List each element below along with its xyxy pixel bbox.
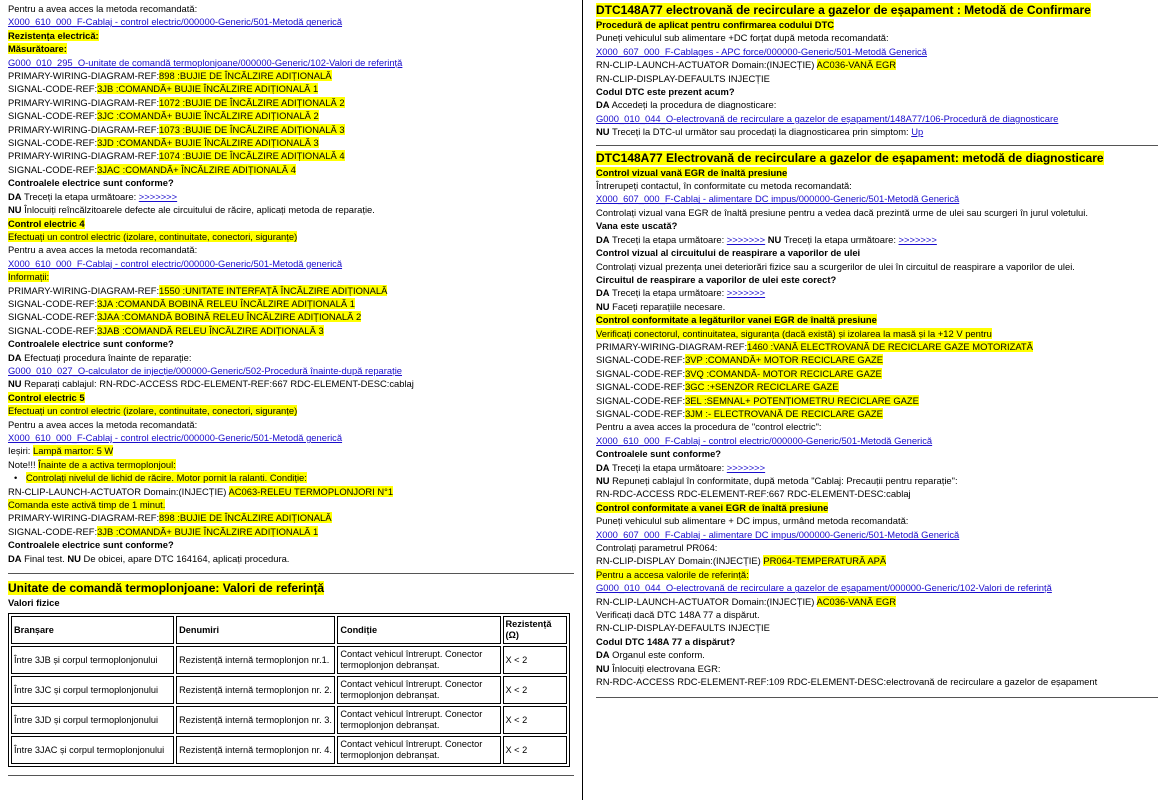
text-span: DA bbox=[596, 461, 610, 473]
text-span: RN-CLIP-DISPLAY-DEFAULTS INJECȚIE bbox=[596, 72, 770, 84]
text-line bbox=[8, 337, 574, 350]
text-span: DA bbox=[8, 190, 22, 202]
right-column bbox=[596, 2, 1158, 698]
highlighted-text: 3JB :COMANDĂ+ BUJIE ÎNCĂLZIRE ADIȚIONALĂ 1 bbox=[97, 83, 319, 95]
text-line bbox=[8, 485, 574, 498]
text-line bbox=[596, 501, 1158, 514]
text-span: PRIMARY-WIRING-DIAGRAM-REF: bbox=[596, 340, 748, 352]
text-span: Ieșiri: bbox=[8, 445, 34, 457]
text-line bbox=[8, 257, 574, 270]
text-span: Puneți vehiculul sub alimentare + DC impus, urmând metoda recomandată: bbox=[596, 515, 909, 527]
document-link[interactable]: >>>>>>> bbox=[898, 233, 937, 245]
highlighted-text: 3EL :SEMNAL+ POTENȚIOMETRU RECICLARE GAZE bbox=[685, 394, 919, 406]
text-line bbox=[596, 219, 1158, 232]
column-header: Denumiri bbox=[176, 616, 335, 644]
table-row bbox=[11, 736, 567, 764]
left-procedure-text bbox=[8, 2, 574, 565]
text-span: SIGNAL-CODE-REF: bbox=[596, 354, 686, 366]
highlighted-text: 1460 :VANĂ ELECTROVANĂ DE RECICLARE GAZE MOTORIZATĂ bbox=[747, 340, 1033, 352]
text-line bbox=[596, 72, 1158, 85]
text-line bbox=[8, 203, 574, 216]
highlighted-text: 3JAC :COMANDĂ+ ÎNCĂLZIRE ADIȚIONALĂ 4 bbox=[97, 163, 296, 175]
highlighted-text: Lampă martor: 5 W bbox=[33, 445, 114, 457]
text-span: PRIMARY-WIRING-DIAGRAM-REF: bbox=[8, 150, 160, 162]
highlighted-text: Efectuați un control electric (izolare, continuitate, conectori, siguranțe) bbox=[8, 405, 298, 417]
highlighted-text: Pentru a accesa valorile de referință: bbox=[596, 568, 749, 580]
text-line bbox=[8, 458, 574, 471]
document-link[interactable]: >>>>>>> bbox=[726, 287, 766, 299]
reference-values-table bbox=[8, 613, 570, 767]
text-span: Treceți la etapa următoare: bbox=[609, 461, 727, 473]
text-span: Organul este conform. bbox=[609, 649, 705, 661]
text-line bbox=[8, 123, 574, 136]
text-span: Întrerupeți contactul, în conformitate cu metoda recomandată: bbox=[596, 180, 852, 192]
text-span: Circuitul de reaspirare a vaporilor de ulei este corect? bbox=[596, 273, 837, 285]
highlighted-text: 1550 :UNITATE INTERFAȚĂ ÎNCĂLZIRE ADIȚIONALĂ bbox=[159, 284, 388, 296]
text-line bbox=[8, 351, 574, 364]
text-line bbox=[596, 394, 1158, 407]
text-span: Controalele electrice sunt conforme? bbox=[8, 177, 174, 189]
text-line bbox=[8, 511, 574, 524]
highlighted-text: 1072 :BUJIE DE ÎNCĂLZIRE ADIȚIONALĂ 2 bbox=[159, 96, 345, 108]
text-line bbox=[8, 364, 574, 377]
highlighted-text: AC036-VANĂ EGR bbox=[816, 59, 897, 71]
text-line bbox=[596, 58, 1158, 71]
text-span: Accedeți la procedura de diagnosticare: bbox=[609, 99, 777, 111]
text-line bbox=[596, 447, 1158, 460]
text-line bbox=[8, 56, 574, 69]
text-span: PRIMARY-WIRING-DIAGRAM-REF: bbox=[8, 284, 160, 296]
text-span: RN-RDC-ACCESS RDC-ELEMENT-REF:109 RDC-ELEMENT-DESC:electrovană de recirculare a gazelor de eșapament bbox=[596, 676, 1098, 688]
text-span: PRIMARY-WIRING-DIAGRAM-REF: bbox=[8, 123, 160, 135]
text-line bbox=[596, 313, 1158, 326]
confirmation-method-text bbox=[596, 18, 1158, 139]
text-line bbox=[596, 85, 1158, 98]
table-cell: X < 2 bbox=[503, 736, 568, 764]
text-span: Efectuați procedura înainte de reparație: bbox=[21, 351, 192, 363]
text-line bbox=[8, 525, 574, 538]
text-line bbox=[596, 300, 1158, 313]
table-cell: X < 2 bbox=[503, 676, 568, 704]
document-link[interactable]: G000_010_295_O-unitate de comandă termoplonjoane/000000-Generic/102-Valori de referință bbox=[8, 56, 403, 68]
text-span: PRIMARY-WIRING-DIAGRAM-REF: bbox=[8, 512, 160, 524]
section-divider bbox=[596, 145, 1158, 146]
text-line bbox=[596, 420, 1158, 433]
text-line bbox=[596, 353, 1158, 366]
highlighted-text: 3JD :COMANDĂ+ BUJIE ÎNCĂLZIRE ADIȚIONALĂ 3 bbox=[97, 137, 319, 149]
text-span: Reparați cablajul: RN-RDC-ACCESS RDC-ELEMENT-REF:667 RDC-ELEMENT-DESC:cablaj bbox=[21, 378, 414, 390]
text-span: Treceți la DTC-ul următor sau procedați la diagnosticarea prin simptom: bbox=[609, 126, 912, 138]
table-row bbox=[11, 706, 567, 734]
text-span: Treceți la etapa următoare: bbox=[21, 190, 139, 202]
table-cell: Rezistență internă termoplonjon nr.1. bbox=[176, 646, 335, 674]
text-line bbox=[596, 233, 1158, 246]
text-line bbox=[596, 608, 1158, 621]
document-link[interactable]: G000_010_027_O-calculator de injecție/000000-Generic/502-Procedură înainte-după reparație bbox=[8, 364, 403, 376]
text-line bbox=[8, 82, 574, 95]
document-link[interactable]: X000_607_000_F-Cablaj - alimentare DC impus/000000-Generic/501-Metodă Generică bbox=[596, 193, 960, 205]
table-section-title: Unitate de comandă termoplonjoane: Valori de referință bbox=[8, 581, 325, 596]
text-line bbox=[8, 2, 574, 15]
highlighted-text: 1073 :BUJIE DE ÎNCĂLZIRE ADIȚIONALĂ 3 bbox=[159, 123, 345, 135]
text-span: DA bbox=[8, 552, 22, 564]
text-line bbox=[596, 179, 1158, 192]
text-span: NU bbox=[8, 204, 22, 216]
highlighted-text: 898 :BUJIE DE ÎNCĂLZIRE ADIȚIONALĂ bbox=[159, 512, 332, 524]
highlighted-text: Rezistența electrică: bbox=[8, 29, 99, 41]
bullet-item bbox=[8, 471, 574, 484]
table-cell: Rezistență internă termoplonjon nr. 3. bbox=[176, 706, 335, 734]
text-span: NU bbox=[596, 300, 610, 312]
document-link[interactable]: G000_010_044_O-electrovană de recirculare a gazelor de eșapament/148A77/106-Procedură de diagnosticare bbox=[596, 112, 1059, 124]
document-link[interactable]: Up bbox=[911, 126, 924, 138]
section-divider bbox=[596, 697, 1158, 698]
text-span: Controlați parametrul PR064: bbox=[596, 542, 718, 554]
text-line bbox=[8, 230, 574, 243]
diagnostic-method-text bbox=[596, 166, 1158, 689]
text-line bbox=[596, 407, 1158, 420]
text-span: De obicei, apare DTC 164164, aplicați procedura. bbox=[80, 552, 290, 564]
text-span: Note!!! bbox=[8, 458, 39, 470]
highlighted-text: Procedură de aplicat pentru confirmarea codului DTC bbox=[596, 19, 835, 30]
text-line bbox=[8, 96, 574, 109]
document-link[interactable]: X000_610_000_F-Cablaj - control electric/000000-Generic/501-Metodă generică bbox=[8, 257, 343, 269]
document-link[interactable]: >>>>>>> bbox=[726, 461, 766, 473]
text-line bbox=[8, 190, 574, 203]
text-span: Treceți la etapa următoare: bbox=[609, 233, 727, 245]
text-span: SIGNAL-CODE-REF: bbox=[596, 407, 686, 419]
highlighted-text: 3GC :+SENZOR RECICLARE GAZE bbox=[685, 381, 839, 393]
document-link[interactable]: X000_610_000_F-Cablaj - control electric/000000-Generic/501-Metodă Generică bbox=[596, 434, 933, 446]
highlighted-text: AC036-VANĂ EGR bbox=[816, 595, 897, 607]
table-cell: Contact vehicul întrerupt. Conector termoplonjon debranșat. bbox=[337, 676, 500, 704]
highlighted-text: 3JAB :COMANDĂ RELEU ÎNCĂLZIRE ADIȚIONALĂ 3 bbox=[97, 324, 324, 336]
section-divider bbox=[8, 775, 574, 776]
highlighted-text: 3JM :- ELECTROVANĂ DE RECICLARE GAZE bbox=[685, 407, 883, 419]
highlighted-text: 898 :BUJIE DE ÎNCĂLZIRE ADIȚIONALĂ bbox=[159, 70, 332, 82]
text-line bbox=[596, 125, 1158, 138]
document-link[interactable]: X000_607_000_F-Cablaj - alimentare DC impus/000000-Generic/501-Metodă Generică bbox=[596, 528, 960, 540]
table-cell: Contact vehicul întrerupt. Conector termoplonjon debranșat. bbox=[337, 646, 500, 674]
section-divider bbox=[8, 573, 574, 574]
text-span: SIGNAL-CODE-REF: bbox=[596, 394, 686, 406]
text-span: SIGNAL-CODE-REF: bbox=[8, 137, 98, 149]
column-divider bbox=[582, 0, 583, 800]
text-span: Înlocuiți electrovana EGR: bbox=[609, 662, 721, 674]
text-line bbox=[596, 367, 1158, 380]
highlighted-text: Control conformitate a legăturilor vanei EGR de înaltă presiune bbox=[596, 314, 877, 326]
text-line bbox=[596, 98, 1158, 111]
text-line bbox=[596, 568, 1158, 581]
text-span: Controalele sunt conforme? bbox=[596, 448, 722, 460]
text-line bbox=[8, 270, 574, 283]
text-span: Pentru a avea acces la procedura de "control electric": bbox=[596, 421, 822, 433]
text-span: DA bbox=[8, 351, 22, 363]
table-row bbox=[11, 676, 567, 704]
text-span: NU bbox=[67, 552, 81, 564]
text-line bbox=[8, 176, 574, 189]
text-line bbox=[596, 595, 1158, 608]
text-span: Control vizual al circuitului de reaspirare a vaporilor de ulei bbox=[596, 247, 861, 259]
text-line bbox=[596, 675, 1158, 688]
table-cell: Între 3JAC și corpul termoplonjonului bbox=[11, 736, 174, 764]
text-span: Repuneți cablajul în conformitate, după metoda "Cablaj: Precauții pentru reparație": bbox=[609, 475, 958, 486]
text-line bbox=[8, 404, 574, 417]
highlighted-text: 1074 :BUJIE DE ÎNCĂLZIRE ADIȚIONALĂ 4 bbox=[159, 150, 345, 162]
text-line bbox=[8, 431, 574, 444]
text-line bbox=[596, 461, 1158, 474]
table-cell: Rezistență internă termoplonjon nr. 2. bbox=[176, 676, 335, 704]
text-span: Controlați vizual vana EGR de înaltă presiune pentru a vedea dacă prezintă urme de ulei sau scurgeri în jurul voletului. bbox=[596, 206, 1088, 218]
text-span: SIGNAL-CODE-REF: bbox=[8, 324, 98, 336]
text-line bbox=[8, 243, 574, 256]
text-line bbox=[596, 474, 1158, 487]
text-span: Treceți la etapa următoare: bbox=[609, 287, 727, 299]
document-link[interactable]: X000_610_000_F-Cablaj - control electric/000000-Generic/501-Metodă generică bbox=[8, 16, 343, 28]
text-line bbox=[596, 327, 1158, 340]
text-line bbox=[596, 273, 1158, 286]
text-span: Codul DTC este prezent acum? bbox=[596, 86, 735, 98]
text-span: Faceți reparațiile necesare. bbox=[609, 300, 726, 312]
text-span: SIGNAL-CODE-REF: bbox=[596, 367, 686, 379]
text-span: SIGNAL-CODE-REF: bbox=[596, 381, 686, 393]
text-span: NU bbox=[8, 378, 22, 390]
document-link[interactable]: >>>>>>> bbox=[726, 233, 766, 245]
text-line bbox=[8, 109, 574, 122]
table-cell: X < 2 bbox=[503, 646, 568, 674]
text-line bbox=[596, 541, 1158, 554]
text-span: Codul DTC 148A 77 a dispărut? bbox=[596, 635, 736, 647]
text-span: RN-CLIP-DISPLAY Domain:(INJECȚIE) bbox=[596, 555, 764, 567]
column-header: Rezistență (Ω) bbox=[503, 616, 568, 644]
text-span: Verificați dacă DTC 148A 77 a dispărut. bbox=[596, 609, 760, 621]
text-line bbox=[596, 340, 1158, 353]
text-line bbox=[8, 324, 574, 337]
text-line bbox=[8, 391, 574, 404]
text-line bbox=[596, 206, 1158, 219]
text-span: RN-CLIP-LAUNCH-ACTUATOR Domain:(INJECȚIE) bbox=[8, 485, 229, 497]
text-span: NU bbox=[596, 475, 610, 486]
text-span: SIGNAL-CODE-REF: bbox=[8, 297, 98, 309]
highlighted-text: 3JAA :COMANDĂ BOBINĂ RELEU ÎNCĂLZIRE ADIȚIONALĂ 2 bbox=[97, 311, 362, 323]
text-line bbox=[8, 217, 574, 230]
text-span: DA bbox=[596, 233, 610, 245]
highlighted-text: 3VQ :COMANDĂ- MOTOR RECICLARE GAZE bbox=[685, 367, 882, 379]
text-line bbox=[8, 136, 574, 149]
text-line bbox=[8, 498, 574, 511]
text-span: DA bbox=[596, 99, 610, 111]
text-line bbox=[596, 18, 1158, 31]
text-span: Controalele electrice sunt conforme? bbox=[8, 338, 174, 350]
highlighted-text: 3VP :COMANDĂ+ MOTOR RECICLARE GAZE bbox=[685, 354, 883, 366]
document-link[interactable]: X000_610_000_F-Cablaj - control electric/000000-Generic/501-Metodă generică bbox=[8, 432, 343, 443]
left-column bbox=[8, 2, 574, 776]
text-span: Controlați vizual prezența unei deteriorări fizice sau a scurgerilor de ulei în circuitul de reaspirare a vaporilor de ulei. bbox=[596, 260, 1075, 272]
confirmation-method-title: DTC148A77 electrovană de recirculare a gazelor de eșapament : Metodă de Confirmare bbox=[596, 3, 1091, 17]
text-line bbox=[596, 112, 1158, 125]
text-line bbox=[596, 31, 1158, 44]
text-line bbox=[596, 380, 1158, 393]
text-line bbox=[596, 514, 1158, 527]
text-span: Pentru a avea acces la metoda recomandată: bbox=[8, 418, 198, 430]
text-line bbox=[8, 297, 574, 310]
text-line bbox=[8, 163, 574, 176]
text-span: NU bbox=[596, 662, 610, 674]
text-span: Treceți la etapa următoare: bbox=[781, 233, 899, 245]
highlighted-text: Control electric 4 bbox=[8, 217, 85, 229]
highlighted-text: Înainte de a activa termoplonjoul: bbox=[38, 458, 176, 470]
text-span: SIGNAL-CODE-REF: bbox=[8, 163, 98, 175]
column-header: Condiție bbox=[337, 616, 500, 644]
text-span: RN-CLIP-LAUNCH-ACTUATOR Domain:(INJECȚIE) bbox=[596, 59, 817, 71]
table-caption: Valori fizice bbox=[8, 597, 60, 609]
text-line bbox=[596, 286, 1158, 299]
text-line bbox=[8, 42, 574, 55]
highlighted-text: PR064-TEMPERATURĂ APĂ bbox=[763, 555, 887, 567]
highlighted-text: Măsurătoare: bbox=[8, 43, 67, 55]
highlighted-text: Control electric 5 bbox=[8, 391, 85, 403]
text-span: SIGNAL-CODE-REF: bbox=[8, 83, 98, 95]
document-link[interactable]: G000_010_044_O-electrovană de recirculare a gazelor de eșapament/000000-Generic/102-Valori de referință bbox=[596, 582, 1052, 594]
text-line bbox=[8, 377, 574, 390]
table-header-row bbox=[11, 616, 567, 644]
text-span: Înlocuiți reîncălzitoarele defecte ale circuitului de răcire, aplicați metoda de reparație. bbox=[21, 204, 375, 216]
text-line bbox=[8, 29, 574, 42]
highlighted-text: Efectuați un control electric (izolare, continuitate, conectori, siguranțe) bbox=[8, 230, 298, 242]
text-span: SIGNAL-CODE-REF: bbox=[8, 110, 98, 122]
text-line bbox=[596, 192, 1158, 205]
text-line bbox=[8, 69, 574, 82]
highlighted-text: Control conformitate a vanei EGR de înaltă presiune bbox=[596, 501, 829, 513]
text-span: RN-CLIP-DISPLAY-DEFAULTS INJECȚIE bbox=[596, 622, 770, 634]
table-cell: Între 3JD și corpul termoplonjonului bbox=[11, 706, 174, 734]
text-span: NU bbox=[767, 233, 782, 245]
text-span: DA bbox=[596, 649, 610, 661]
highlighted-text: Verificați conectorul, continuitatea, siguranța (dacă există) și izolarea la masă și la +12 V pentru bbox=[596, 327, 992, 339]
highlighted-text: Controlați nivelul de lichid de răcire. Motor pornit la ralanti. Condiție: bbox=[26, 472, 307, 484]
text-span: Vana este uscată? bbox=[596, 220, 678, 232]
highlighted-text: 3JA :COMANDĂ BOBINĂ RELEU ÎNCĂLZIRE ADIȚIONALĂ 1 bbox=[97, 297, 355, 309]
text-line bbox=[596, 260, 1158, 273]
text-line bbox=[8, 444, 574, 457]
highlighted-text: 3JC :COMANDĂ+ BUJIE ÎNCĂLZIRE ADIȚIONALĂ 2 bbox=[97, 110, 319, 122]
text-span: RN-CLIP-LAUNCH-ACTUATOR Domain:(INJECȚIE) bbox=[596, 595, 817, 607]
highlighted-text: Control vizual vană EGR de înaltă presiune bbox=[596, 166, 788, 178]
table-cell: Între 3JC și corpul termoplonjonului bbox=[11, 676, 174, 704]
document-link[interactable]: X000_607_000_F-Cablages - APC force/000000-Generic/501-Metodă Generică bbox=[596, 45, 927, 57]
table-cell: X < 2 bbox=[503, 706, 568, 734]
text-span: SIGNAL-CODE-REF: bbox=[8, 525, 98, 537]
text-line bbox=[596, 45, 1158, 58]
text-line bbox=[596, 554, 1158, 567]
text-span: PRIMARY-WIRING-DIAGRAM-REF: bbox=[8, 70, 160, 82]
table-cell: Între 3JB și corpul termoplonjonului bbox=[11, 646, 174, 674]
column-header: Branșare bbox=[11, 616, 174, 644]
text-line bbox=[596, 662, 1158, 675]
table-cell: Contact vehicul întrerupt. Conector termoplonjon debranșat. bbox=[337, 706, 500, 734]
text-line bbox=[596, 434, 1158, 447]
text-line bbox=[596, 635, 1158, 648]
highlighted-text: AC063-RELEU TERMOPLONJORI N°1 bbox=[228, 485, 394, 497]
text-span: SIGNAL-CODE-REF: bbox=[8, 311, 98, 323]
text-line bbox=[596, 246, 1158, 259]
text-line bbox=[596, 581, 1158, 594]
text-line bbox=[8, 15, 574, 28]
text-line bbox=[8, 284, 574, 297]
text-line bbox=[8, 538, 574, 551]
text-span: DA bbox=[596, 287, 610, 299]
text-span: Controalele electrice sunt conforme? bbox=[8, 539, 174, 551]
text-span: RN-RDC-ACCESS RDC-ELEMENT-REF:667 RDC-ELEMENT-DESC:cablaj bbox=[596, 488, 911, 500]
text-line bbox=[8, 552, 574, 565]
table-cell: Rezistență internă termoplonjon nr. 4. bbox=[176, 736, 335, 764]
text-line bbox=[596, 528, 1158, 541]
highlighted-text: Informații: bbox=[8, 271, 50, 283]
text-line bbox=[8, 310, 574, 323]
text-span: Pentru a avea acces la metoda recomandată: bbox=[8, 3, 198, 14]
highlighted-text: 3JB :COMANDĂ+ BUJIE ÎNCĂLZIRE ADIȚIONALĂ 1 bbox=[97, 525, 319, 537]
text-line bbox=[8, 149, 574, 162]
text-span: Puneți vehiculul sub alimentare +DC forțat după metoda recomandată: bbox=[596, 32, 889, 44]
table-cell: Contact vehicul întrerupt. Conector termoplonjon debranșat. bbox=[337, 736, 500, 764]
text-line bbox=[596, 621, 1158, 634]
text-line bbox=[596, 487, 1158, 500]
text-span: Pentru a avea acces la metoda recomandată: bbox=[8, 244, 198, 256]
text-span: Final test. bbox=[21, 552, 68, 564]
highlighted-text: Comanda este activă timp de 1 minut. bbox=[8, 499, 166, 511]
text-line bbox=[596, 648, 1158, 661]
text-line bbox=[596, 166, 1158, 179]
table-row bbox=[11, 646, 567, 674]
text-span: NU bbox=[596, 126, 610, 138]
diagnostic-method-title: DTC148A77 Electrovană de recirculare a gazelor de eșapament: metodă de diagnosticare bbox=[596, 150, 1104, 165]
text-span: PRIMARY-WIRING-DIAGRAM-REF: bbox=[8, 96, 160, 108]
document-link[interactable]: >>>>>>> bbox=[138, 190, 178, 202]
text-line bbox=[8, 418, 574, 431]
